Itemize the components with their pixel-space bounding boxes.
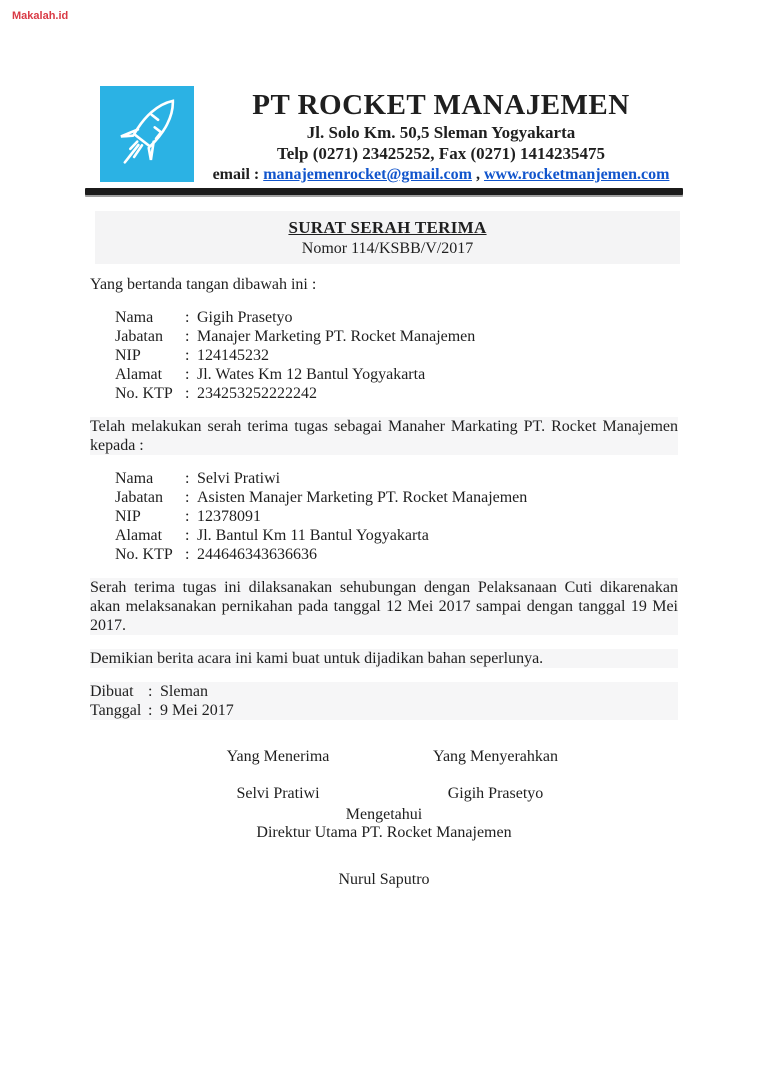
field-label: Dibuat [90,683,134,700]
acknowledge-title: Direktur Utama PT. Rocket Manajemen [256,824,512,841]
field-value: Sleman [160,683,208,700]
field-value: Gigih Prasetyo [197,309,293,326]
field-colon: : [185,489,190,506]
email-label: email : [212,166,264,183]
company-logo [100,86,194,182]
party2-details [90,469,678,564]
detail-row [115,545,678,564]
field-colon: : [185,527,190,544]
signature-roles-row [218,747,558,803]
acknowledge-word: Mengetahui [345,806,423,823]
receiver-signature [218,747,338,803]
field-colon: : [185,508,190,525]
field-colon: : [185,366,190,383]
field-label: No. KTP [115,385,173,402]
issue-details [90,682,678,720]
acknowledge-name: Nurul Saputro [338,871,430,888]
field-label: Jabatan [115,489,163,506]
letterhead-divider [85,188,683,195]
detail-row [115,384,678,403]
field-label: No. KTP [115,546,173,563]
detail-row [115,346,678,365]
field-value: 234253252222242 [197,385,317,402]
field-value: 124145232 [197,347,269,364]
field-label: NIP [115,508,141,525]
detail-row [90,701,678,720]
detail-row [115,469,678,488]
party1-details [90,308,678,403]
transfer-paragraph: Telah melakukan serah terima tugas sebagai Manaher Markating PT. Rocket Manajemen kepada : [90,418,678,454]
receiver-name: Selvi Pratiwi [236,785,320,802]
detail-row [115,308,678,327]
field-value: Jl. Wates Km 12 Bantul Yogyakarta [197,366,426,383]
detail-row [90,682,678,701]
field-colon: : [185,328,190,345]
field-label: Tanggal [90,702,142,719]
field-label: Nama [115,470,154,487]
acknowledgement-block [90,806,678,842]
field-value: Manajer Marketing PT. Rocket Manajemen [197,328,476,345]
link-separator: , [471,166,484,183]
website-link[interactable]: www.rocketmanjemen.com [483,166,670,183]
field-label: Jabatan [115,328,163,345]
company-contact-line [202,165,680,185]
field-colon: : [148,702,153,719]
detail-row [115,327,678,346]
field-colon: : [185,385,190,402]
letter-body [90,275,678,889]
field-label: Nama [115,309,154,326]
detail-row [115,365,678,384]
company-phone-fax: Telp (0271) 23425252, Fax (0271) 1414235475 [276,144,606,163]
detail-row [115,507,678,526]
field-label: NIP [115,347,141,364]
field-value: Asisten Manajer Marketing PT. Rocket Manajemen [197,489,528,506]
document-number: Nomor 114/KSBB/V/2017 [301,240,474,257]
letterhead-text [194,86,680,185]
opening-line: Yang bertanda tangan dibawah ini : [90,276,317,293]
field-label: Alamat [115,366,163,383]
field-colon: : [185,309,190,326]
detail-row [115,526,678,545]
email-link[interactable]: manajemenrocket@gmail.com [263,166,472,183]
field-value: Jl. Bantul Km 11 Bantul Yogyakarta [197,527,429,544]
field-colon: : [185,470,190,487]
field-value: 12378091 [197,508,261,525]
company-name: PT ROCKET MANAJEMEN [252,89,630,121]
field-colon: : [185,347,190,364]
letterhead [100,86,680,185]
field-value: 9 Mei 2017 [160,702,234,719]
title-block [95,211,680,264]
company-address: Jl. Solo Km. 50,5 Sleman Yogyakarta [306,123,576,142]
receiver-role: Yang Menerima [226,748,330,765]
field-value: Selvi Pratiwi [197,470,281,487]
closing-paragraph: Demikian berita acara ini kami buat untuk dijadikan bahan seperlunya. [90,649,678,668]
rocket-icon [100,86,194,182]
detail-row [115,488,678,507]
field-label: Alamat [115,527,163,544]
handover-signature [433,747,558,803]
field-value: 244646343636636 [197,546,317,563]
handover-role: Yang Menyerahkan [432,748,558,765]
document-title: SURAT SERAH TERIMA [288,218,487,237]
site-watermark: Makalah.id [12,10,69,22]
handover-name: Gigih Prasetyo [447,785,544,802]
field-colon: : [185,546,190,563]
reason-paragraph: Serah terima tugas ini dilaksanakan sehubungan dengan Pelaksanaan Cuti dikarenakan akan melaksanakan pernikahan pada tanggal 12 Mei 2017 sampai dengan tanggal 19 Mei 2017. [90,579,678,634]
field-colon: : [148,683,153,700]
